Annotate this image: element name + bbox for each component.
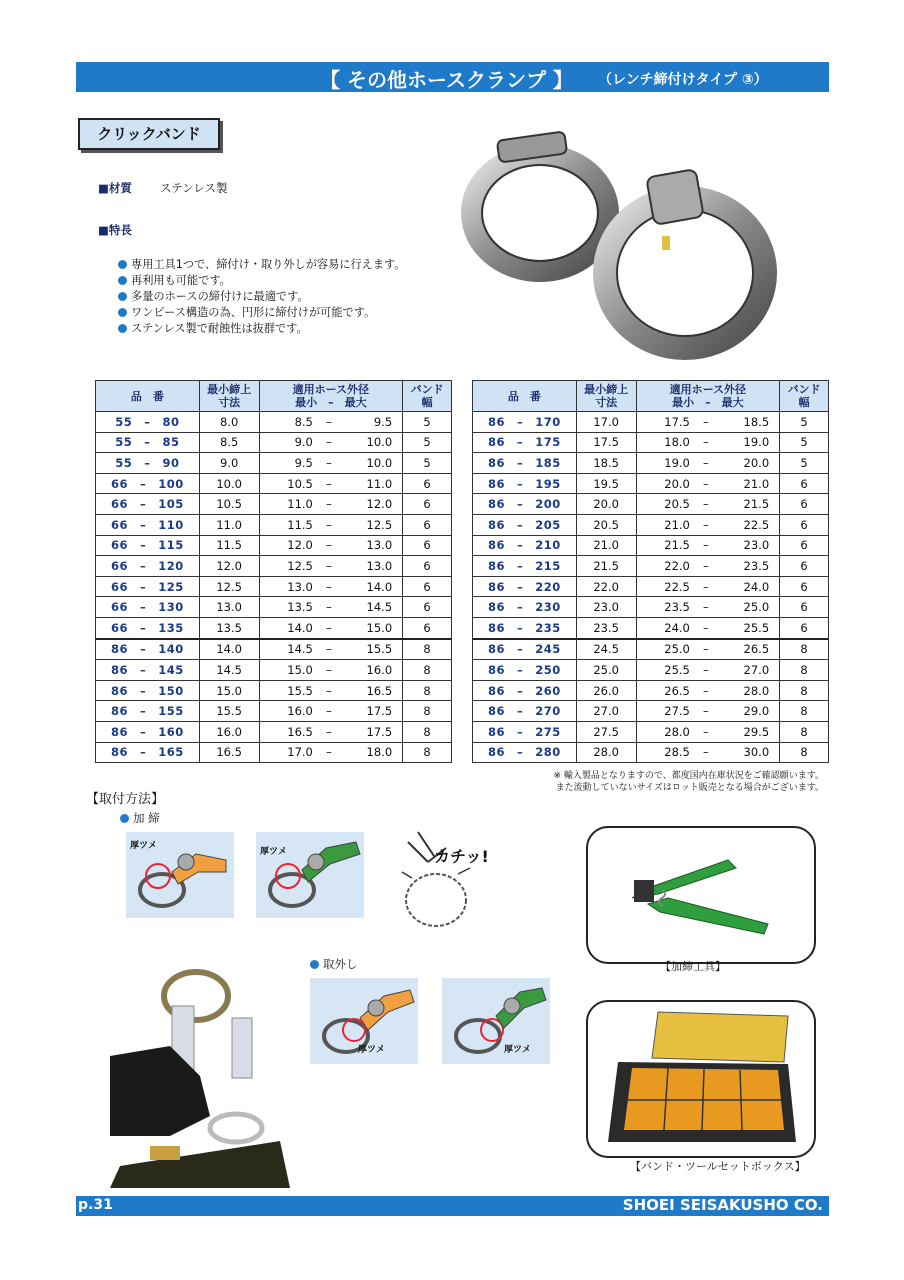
note-line-1: ※ 輸入製品となりますので、都度国内在庫状況をご確認願います。 bbox=[553, 771, 824, 781]
product-name-box: クリックバンド bbox=[78, 118, 220, 150]
range-dash-cell: – bbox=[696, 597, 716, 618]
part-number-cell: 55 – 90 bbox=[96, 453, 200, 474]
band-width-cell: 5 bbox=[780, 432, 829, 453]
box-caption: 【バンド・ツールセットボックス】 bbox=[630, 1160, 806, 1173]
claw-label: 厚ツメ bbox=[130, 841, 157, 851]
range-dash-cell: – bbox=[319, 494, 339, 515]
hose-min-cell: 21.0 bbox=[636, 514, 696, 535]
range-dash-cell: – bbox=[696, 721, 716, 742]
band-width-cell: 8 bbox=[403, 721, 452, 742]
min-size-cell: 8.5 bbox=[199, 432, 259, 453]
table-row bbox=[96, 412, 452, 433]
band-width-cell: 8 bbox=[780, 680, 829, 701]
page-subtitle: （レンチ締付けタイプ ③） bbox=[598, 72, 768, 88]
part-number-cell: 66 – 135 bbox=[96, 617, 200, 638]
range-dash-cell: – bbox=[696, 680, 716, 701]
feature-item: 多量のホースの締付けに最適です。 bbox=[118, 288, 309, 304]
col-code: 品 番 bbox=[473, 381, 577, 412]
part-number-cell: 86 – 260 bbox=[473, 680, 577, 701]
hose-min-cell: 13.0 bbox=[259, 576, 319, 597]
remove-step-2-illustration bbox=[442, 978, 550, 1064]
table-row bbox=[473, 432, 829, 453]
range-dash-cell: – bbox=[696, 639, 716, 660]
note-line-2: また流動していないサイズはロット販売となる場合がございます。 bbox=[555, 783, 824, 793]
hose-max-cell: 25.5 bbox=[716, 617, 780, 638]
min-size-cell: 22.0 bbox=[576, 576, 636, 597]
table-row bbox=[473, 453, 829, 474]
band-width-cell: 6 bbox=[780, 556, 829, 577]
remove-label: 取外し bbox=[310, 956, 358, 972]
min-size-cell: 21.5 bbox=[576, 556, 636, 577]
table-row bbox=[473, 617, 829, 638]
hose-min-cell: 27.5 bbox=[636, 701, 696, 722]
range-dash-cell: – bbox=[696, 576, 716, 597]
feature-item: ワンピース構造の為、円形に締付けが可能です。 bbox=[118, 304, 375, 320]
click-band-photo bbox=[460, 118, 780, 368]
claw-label: 厚ツメ bbox=[504, 1045, 531, 1055]
bullet-icon bbox=[310, 960, 319, 969]
set-box-frame bbox=[586, 1000, 816, 1158]
hose-max-cell: 13.0 bbox=[339, 556, 403, 577]
company-name: SHOEI SEISAKUSHO CO. bbox=[622, 1196, 823, 1214]
click-sound-text: カチッ! bbox=[434, 847, 489, 866]
bullet-icon bbox=[118, 308, 127, 317]
band-width-cell: 8 bbox=[780, 639, 829, 660]
part-number-cell: 86 – 200 bbox=[473, 494, 577, 515]
band-width-cell: 5 bbox=[403, 432, 452, 453]
part-number-cell: 86 – 145 bbox=[96, 660, 200, 681]
crimp-step-2-illustration bbox=[256, 832, 364, 918]
part-number-cell: 86 – 235 bbox=[473, 617, 577, 638]
feature-item: 再利用も可能です。 bbox=[118, 272, 231, 288]
header-bar bbox=[76, 62, 829, 92]
table-row bbox=[473, 494, 829, 515]
hose-max-cell: 13.0 bbox=[339, 535, 403, 556]
range-dash-cell: – bbox=[696, 660, 716, 681]
hose-min-cell: 22.0 bbox=[636, 556, 696, 577]
hose-min-cell: 11.5 bbox=[259, 514, 319, 535]
hose-min-cell: 11.0 bbox=[259, 494, 319, 515]
hose-max-cell: 14.0 bbox=[339, 576, 403, 597]
part-number-cell: 55 – 85 bbox=[96, 432, 200, 453]
min-size-cell: 8.0 bbox=[199, 412, 259, 433]
hose-min-cell: 12.5 bbox=[259, 556, 319, 577]
part-number-cell: 86 – 140 bbox=[96, 639, 200, 660]
col-band-width: バンド 幅 bbox=[403, 381, 452, 412]
range-dash-cell: – bbox=[319, 639, 339, 660]
spec-table-left bbox=[95, 380, 452, 763]
bullet-icon bbox=[118, 276, 127, 285]
table-row bbox=[473, 639, 829, 660]
band-width-cell: 6 bbox=[780, 617, 829, 638]
part-number-cell: 66 – 105 bbox=[96, 494, 200, 515]
hose-min-cell: 16.0 bbox=[259, 701, 319, 722]
col-min-size: 最小締上 寸法 bbox=[576, 381, 636, 412]
col-band-width: バンド 幅 bbox=[780, 381, 829, 412]
range-dash-cell: – bbox=[319, 680, 339, 701]
bullet-icon bbox=[118, 292, 127, 301]
band-width-cell: 8 bbox=[403, 680, 452, 701]
range-dash-cell: – bbox=[696, 432, 716, 453]
band-width-cell: 6 bbox=[780, 535, 829, 556]
part-number-cell: 86 – 210 bbox=[473, 535, 577, 556]
band-width-cell: 8 bbox=[780, 701, 829, 722]
band-width-cell: 8 bbox=[403, 701, 452, 722]
page-number: p.31 bbox=[78, 1197, 113, 1213]
hose-max-cell: 26.5 bbox=[716, 639, 780, 660]
range-dash-cell: – bbox=[319, 473, 339, 494]
range-dash-cell: – bbox=[319, 453, 339, 474]
range-dash-cell: – bbox=[319, 721, 339, 742]
min-size-cell: 19.5 bbox=[576, 473, 636, 494]
range-dash-cell: – bbox=[319, 597, 339, 618]
hose-min-cell: 13.5 bbox=[259, 597, 319, 618]
table-row bbox=[96, 721, 452, 742]
min-size-cell: 25.0 bbox=[576, 660, 636, 681]
part-number-cell: 66 – 115 bbox=[96, 535, 200, 556]
features-label: ■特長 bbox=[98, 223, 132, 237]
hose-max-cell: 29.0 bbox=[716, 701, 780, 722]
hose-max-cell: 28.0 bbox=[716, 680, 780, 701]
hose-min-cell: 17.5 bbox=[636, 412, 696, 433]
hose-min-cell: 9.5 bbox=[259, 453, 319, 474]
table-row bbox=[473, 701, 829, 722]
table-row bbox=[473, 514, 829, 535]
hose-min-cell: 14.0 bbox=[259, 617, 319, 638]
range-dash-cell: – bbox=[319, 617, 339, 638]
part-number-cell: 66 – 125 bbox=[96, 576, 200, 597]
crimp-step-1-illustration bbox=[126, 832, 234, 918]
min-size-cell: 27.0 bbox=[576, 701, 636, 722]
min-size-cell: 11.5 bbox=[199, 535, 259, 556]
hose-max-cell: 22.5 bbox=[716, 514, 780, 535]
min-size-cell: 16.5 bbox=[199, 742, 259, 763]
part-number-cell: 86 – 155 bbox=[96, 701, 200, 722]
hose-max-cell: 15.5 bbox=[339, 639, 403, 660]
table-row bbox=[96, 701, 452, 722]
part-number-cell: 66 – 130 bbox=[96, 597, 200, 618]
hose-max-cell: 18.0 bbox=[339, 742, 403, 763]
col-min-size: 最小締上 寸法 bbox=[199, 381, 259, 412]
hose-min-cell: 8.5 bbox=[259, 412, 319, 433]
hose-max-cell: 21.0 bbox=[716, 473, 780, 494]
band-width-cell: 6 bbox=[403, 576, 452, 597]
min-size-cell: 23.0 bbox=[576, 597, 636, 618]
hose-max-cell: 12.0 bbox=[339, 494, 403, 515]
table-row bbox=[473, 535, 829, 556]
hose-max-cell: 23.0 bbox=[716, 535, 780, 556]
band-width-cell: 6 bbox=[403, 473, 452, 494]
range-dash-cell: – bbox=[319, 742, 339, 763]
hose-max-cell: 30.0 bbox=[716, 742, 780, 763]
material-label: ■材質 bbox=[98, 181, 132, 195]
range-dash-cell: – bbox=[319, 432, 339, 453]
hose-min-cell: 10.5 bbox=[259, 473, 319, 494]
part-number-cell: 66 – 100 bbox=[96, 473, 200, 494]
band-width-cell: 6 bbox=[403, 494, 452, 515]
feature-item: ステンレス製で耐蝕性は抜群です。 bbox=[118, 320, 308, 336]
band-width-cell: 6 bbox=[780, 494, 829, 515]
crimp-tool-photo bbox=[588, 828, 814, 962]
feature-item: 専用工具1つで、締付け・取り外しが容易に行えます。 bbox=[118, 256, 406, 272]
min-size-cell: 16.0 bbox=[199, 721, 259, 742]
min-size-cell: 23.5 bbox=[576, 617, 636, 638]
band-width-cell: 6 bbox=[403, 535, 452, 556]
range-dash-cell: – bbox=[319, 412, 339, 433]
table-row bbox=[96, 639, 452, 660]
min-size-cell: 12.0 bbox=[199, 556, 259, 577]
band-width-cell: 6 bbox=[403, 597, 452, 618]
min-size-cell: 28.0 bbox=[576, 742, 636, 763]
table-row bbox=[473, 473, 829, 494]
hose-min-cell: 14.5 bbox=[259, 639, 319, 660]
part-number-cell: 86 – 230 bbox=[473, 597, 577, 618]
min-size-cell: 15.5 bbox=[199, 701, 259, 722]
range-dash-cell: – bbox=[319, 535, 339, 556]
table-row bbox=[96, 556, 452, 577]
table-row bbox=[96, 597, 452, 618]
band-width-cell: 6 bbox=[780, 473, 829, 494]
tool-caption: 【加締工具】 bbox=[660, 960, 726, 973]
page-title: 【 その他ホースクランプ 】 bbox=[320, 68, 573, 92]
hose-min-cell: 28.5 bbox=[636, 742, 696, 763]
range-dash-cell: – bbox=[696, 742, 716, 763]
part-number-cell: 86 – 250 bbox=[473, 660, 577, 681]
col-hose-range: 適用ホース外径 最小 – 最大 bbox=[636, 381, 780, 412]
hose-min-cell: 22.5 bbox=[636, 576, 696, 597]
crimp-tool-frame bbox=[586, 826, 816, 964]
part-number-cell: 86 – 205 bbox=[473, 514, 577, 535]
hose-min-cell: 20.5 bbox=[636, 494, 696, 515]
range-dash-cell: – bbox=[319, 660, 339, 681]
band-width-cell: 6 bbox=[780, 597, 829, 618]
band-width-cell: 8 bbox=[780, 721, 829, 742]
hose-max-cell: 29.5 bbox=[716, 721, 780, 742]
hose-min-cell: 28.0 bbox=[636, 721, 696, 742]
table-row bbox=[473, 412, 829, 433]
hose-max-cell: 17.5 bbox=[339, 721, 403, 742]
min-size-cell: 12.5 bbox=[199, 576, 259, 597]
install-heading: 【取付方法】 bbox=[86, 792, 165, 807]
hose-min-cell: 15.5 bbox=[259, 680, 319, 701]
range-dash-cell: – bbox=[319, 556, 339, 577]
hose-max-cell: 16.0 bbox=[339, 660, 403, 681]
table-row bbox=[96, 473, 452, 494]
remove-step-1-illustration bbox=[310, 978, 418, 1064]
footer-bar bbox=[76, 1196, 829, 1216]
bullet-icon bbox=[120, 814, 129, 823]
band-width-cell: 6 bbox=[780, 514, 829, 535]
table-row bbox=[473, 576, 829, 597]
hose-max-cell: 14.5 bbox=[339, 597, 403, 618]
min-size-cell: 11.0 bbox=[199, 514, 259, 535]
table-row bbox=[96, 617, 452, 638]
claw-label: 厚ツメ bbox=[358, 1045, 385, 1055]
part-number-cell: 86 – 220 bbox=[473, 576, 577, 597]
range-dash-cell: – bbox=[696, 535, 716, 556]
table-row bbox=[96, 680, 452, 701]
hose-max-cell: 15.0 bbox=[339, 617, 403, 638]
part-number-cell: 86 – 245 bbox=[473, 639, 577, 660]
min-size-cell: 10.5 bbox=[199, 494, 259, 515]
min-size-cell: 9.0 bbox=[199, 453, 259, 474]
range-dash-cell: – bbox=[696, 556, 716, 577]
band-width-cell: 5 bbox=[403, 453, 452, 474]
band-width-cell: 6 bbox=[403, 556, 452, 577]
range-dash-cell: – bbox=[696, 514, 716, 535]
min-size-cell: 10.0 bbox=[199, 473, 259, 494]
hose-min-cell: 19.0 bbox=[636, 453, 696, 474]
part-number-cell: 86 – 165 bbox=[96, 742, 200, 763]
part-number-cell: 86 – 160 bbox=[96, 721, 200, 742]
range-dash-cell: – bbox=[696, 473, 716, 494]
hose-min-cell: 20.0 bbox=[636, 473, 696, 494]
hose-min-cell: 25.0 bbox=[636, 639, 696, 660]
min-size-cell: 17.5 bbox=[576, 432, 636, 453]
hose-max-cell: 10.0 bbox=[339, 432, 403, 453]
range-dash-cell: – bbox=[696, 617, 716, 638]
crimp-label: 加 締 bbox=[120, 810, 160, 826]
col-hose-range: 適用ホース外径 最小 – 最大 bbox=[259, 381, 403, 412]
min-size-cell: 20.0 bbox=[576, 494, 636, 515]
hose-max-cell: 16.5 bbox=[339, 680, 403, 701]
part-number-cell: 86 – 175 bbox=[473, 432, 577, 453]
hose-max-cell: 25.0 bbox=[716, 597, 780, 618]
min-size-cell: 13.0 bbox=[199, 597, 259, 618]
min-size-cell: 13.5 bbox=[199, 617, 259, 638]
spec-table-right bbox=[472, 380, 829, 763]
table-row bbox=[473, 742, 829, 763]
table-row bbox=[473, 680, 829, 701]
part-number-cell: 66 – 120 bbox=[96, 556, 200, 577]
min-size-cell: 15.0 bbox=[199, 680, 259, 701]
part-number-cell: 86 – 275 bbox=[473, 721, 577, 742]
part-number-cell: 86 – 280 bbox=[473, 742, 577, 763]
band-width-cell: 6 bbox=[403, 617, 452, 638]
band-width-cell: 5 bbox=[780, 453, 829, 474]
table-row bbox=[96, 494, 452, 515]
hose-min-cell: 9.0 bbox=[259, 432, 319, 453]
part-number-cell: 86 – 195 bbox=[473, 473, 577, 494]
min-size-cell: 18.5 bbox=[576, 453, 636, 474]
hose-max-cell: 19.0 bbox=[716, 432, 780, 453]
part-number-cell: 66 – 110 bbox=[96, 514, 200, 535]
hose-min-cell: 25.5 bbox=[636, 660, 696, 681]
min-size-cell: 20.5 bbox=[576, 514, 636, 535]
hose-max-cell: 17.5 bbox=[339, 701, 403, 722]
hose-max-cell: 9.5 bbox=[339, 412, 403, 433]
min-size-cell: 17.0 bbox=[576, 412, 636, 433]
band-width-cell: 5 bbox=[780, 412, 829, 433]
band-width-cell: 8 bbox=[780, 660, 829, 681]
range-dash-cell: – bbox=[696, 701, 716, 722]
application-photo bbox=[110, 966, 290, 1188]
part-number-cell: 86 – 150 bbox=[96, 680, 200, 701]
table-row bbox=[96, 660, 452, 681]
range-dash-cell: – bbox=[319, 576, 339, 597]
part-number-cell: 86 – 185 bbox=[473, 453, 577, 474]
table-row bbox=[473, 660, 829, 681]
hose-min-cell: 12.0 bbox=[259, 535, 319, 556]
range-dash-cell: – bbox=[696, 453, 716, 474]
range-dash-cell: – bbox=[696, 494, 716, 515]
band-width-cell: 8 bbox=[403, 742, 452, 763]
part-number-cell: 86 – 270 bbox=[473, 701, 577, 722]
hose-min-cell: 17.0 bbox=[259, 742, 319, 763]
table-row bbox=[96, 576, 452, 597]
min-size-cell: 14.5 bbox=[199, 660, 259, 681]
hose-max-cell: 27.0 bbox=[716, 660, 780, 681]
hose-max-cell: 12.5 bbox=[339, 514, 403, 535]
click-sketch-illustration bbox=[388, 822, 498, 932]
table-row bbox=[96, 432, 452, 453]
min-size-cell: 14.0 bbox=[199, 639, 259, 660]
table-row bbox=[96, 742, 452, 763]
table-row bbox=[96, 453, 452, 474]
table-row bbox=[473, 556, 829, 577]
hose-min-cell: 15.0 bbox=[259, 660, 319, 681]
hose-max-cell: 23.5 bbox=[716, 556, 780, 577]
hose-max-cell: 24.0 bbox=[716, 576, 780, 597]
hose-max-cell: 21.5 bbox=[716, 494, 780, 515]
min-size-cell: 21.0 bbox=[576, 535, 636, 556]
min-size-cell: 26.0 bbox=[576, 680, 636, 701]
hose-min-cell: 24.0 bbox=[636, 617, 696, 638]
claw-label: 厚ツメ bbox=[260, 847, 287, 857]
band-width-cell: 6 bbox=[780, 576, 829, 597]
table-row bbox=[473, 721, 829, 742]
set-box-photo bbox=[588, 1002, 814, 1156]
hose-max-cell: 11.0 bbox=[339, 473, 403, 494]
part-number-cell: 55 – 80 bbox=[96, 412, 200, 433]
part-number-cell: 86 – 170 bbox=[473, 412, 577, 433]
band-width-cell: 6 bbox=[403, 514, 452, 535]
band-width-cell: 8 bbox=[403, 660, 452, 681]
hose-max-cell: 10.0 bbox=[339, 453, 403, 474]
hose-min-cell: 16.5 bbox=[259, 721, 319, 742]
range-dash-cell: – bbox=[319, 701, 339, 722]
hose-min-cell: 23.5 bbox=[636, 597, 696, 618]
hose-max-cell: 20.0 bbox=[716, 453, 780, 474]
hose-min-cell: 18.0 bbox=[636, 432, 696, 453]
col-code: 品 番 bbox=[96, 381, 200, 412]
material-value: ステンレス製 bbox=[160, 181, 228, 195]
table-row bbox=[96, 535, 452, 556]
part-number-cell: 86 – 215 bbox=[473, 556, 577, 577]
band-width-cell: 8 bbox=[403, 639, 452, 660]
table-row bbox=[473, 597, 829, 618]
table-row bbox=[96, 514, 452, 535]
bullet-icon bbox=[118, 324, 127, 333]
hose-max-cell: 18.5 bbox=[716, 412, 780, 433]
min-size-cell: 24.5 bbox=[576, 639, 636, 660]
hose-min-cell: 21.5 bbox=[636, 535, 696, 556]
range-dash-cell: – bbox=[319, 514, 339, 535]
band-width-cell: 5 bbox=[403, 412, 452, 433]
min-size-cell: 27.5 bbox=[576, 721, 636, 742]
hose-min-cell: 26.5 bbox=[636, 680, 696, 701]
bullet-icon bbox=[118, 260, 127, 269]
band-width-cell: 8 bbox=[780, 742, 829, 763]
range-dash-cell: – bbox=[696, 412, 716, 433]
